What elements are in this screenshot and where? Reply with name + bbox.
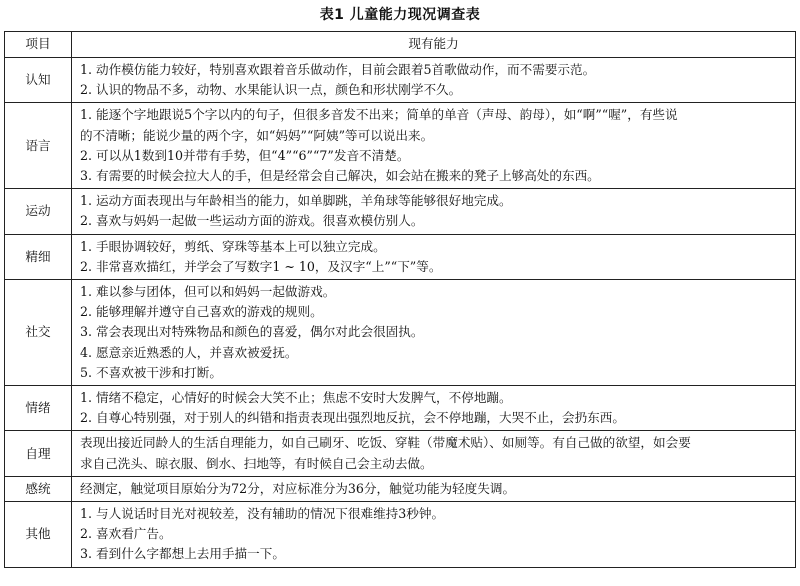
table-row xyxy=(5,189,796,234)
table-row xyxy=(5,280,796,386)
row-content xyxy=(72,502,796,568)
table-title: 表1 儿童能力现况调查表 xyxy=(319,7,481,23)
content-line: 2. 可以从1数到10并带有手势，但“4”“6”“7”发音不清楚。 xyxy=(80,147,410,163)
table-row xyxy=(5,103,796,189)
content-line: 求自己洗头、晾衣服、倒水、扫地等，有时候自己会主动去做。 xyxy=(80,455,433,471)
table-header-row xyxy=(5,32,796,58)
table-row xyxy=(5,58,796,103)
row-content xyxy=(72,234,796,279)
content-line: 1. 与人说话时目光对视较差，没有辅助的情况下很难维持3秒钟。 xyxy=(80,506,445,522)
content-line: 表现出接近同龄人的生活自理能力，如自己刷牙、吃饭、穿鞋（带魔术贴）、如厕等。有自己做的欲望，如会要 xyxy=(80,435,691,451)
table-row xyxy=(5,502,796,568)
row-category: 情绪 xyxy=(5,386,72,431)
header-ability: 现有能力 xyxy=(72,32,796,58)
row-category: 运动 xyxy=(5,189,72,234)
content-line: 1. 运动方面表现出与年龄相当的能力，如单脚跳，羊角球等能够很好地完成。 xyxy=(80,193,512,209)
row-content xyxy=(72,280,796,386)
row-category: 其他 xyxy=(5,502,72,568)
content-line: 5. 不喜欢被干涉和打断。 xyxy=(80,364,222,380)
row-content xyxy=(72,476,796,501)
content-line: 2. 喜欢与妈妈一起做一些运动方面的游戏。很喜欢模仿别人。 xyxy=(80,213,424,229)
content-line: 1. 手眼协调较好，剪纸、穿珠等基本上可以独立完成。 xyxy=(80,238,386,254)
content-line: 经测定，触觉项目原始分为72分，对应标准分为36分，触觉功能为轻度失调。 xyxy=(80,480,516,496)
row-content xyxy=(72,103,796,189)
table-row xyxy=(5,476,796,501)
content-line: 2. 非常喜欢描红，并学会了写数字1 ~ 10，及汉字“上”“下”等。 xyxy=(80,258,442,274)
row-content xyxy=(72,58,796,103)
row-content xyxy=(72,386,796,431)
content-line: 1. 难以参与团体，但可以和妈妈一起做游戏。 xyxy=(80,284,336,300)
row-content xyxy=(72,431,796,476)
table-row xyxy=(5,234,796,279)
row-category: 精细 xyxy=(5,234,72,279)
row-category: 认知 xyxy=(5,58,72,103)
content-line: 的不清晰；能说少量的两个字，如“妈妈”“阿姨”等可以说出来。 xyxy=(80,127,434,143)
header-item: 项目 xyxy=(5,32,72,58)
content-line: 2. 能够理解并遵守自己喜欢的游戏的规则。 xyxy=(80,304,323,320)
row-category: 感统 xyxy=(5,476,72,501)
ability-survey-table xyxy=(4,31,796,568)
row-content xyxy=(72,189,796,234)
content-line: 3. 常会表现出对特殊物品和颜色的喜爱，偶尔对此会很固执。 xyxy=(80,324,424,340)
table-row xyxy=(5,386,796,431)
content-line: 3. 有需要的时候会拉大人的手，但是经常会自己解决，如会站在搬来的凳子上够高处的东西。 xyxy=(80,168,600,184)
content-line: 2. 认识的物品不多，动物、水果能认识一点，颜色和形状刚学不久。 xyxy=(80,82,462,98)
content-line: 2. 自尊心特别强，对于别人的纠错和指责表现出强烈地反抗，会不停地蹦，大哭不止，会扔东西。 xyxy=(80,410,625,426)
row-category: 语言 xyxy=(5,103,72,189)
table-body xyxy=(5,58,796,568)
content-line: 3. 看到什么字都想上去用手描一下。 xyxy=(80,546,285,562)
content-line: 4. 愿意亲近熟悉的人，并喜欢被爱抚。 xyxy=(80,344,298,360)
table-row xyxy=(5,431,796,476)
content-line: 1. 动作模仿能力较好，特别喜欢跟着音乐做动作，目前会跟着5首歌做动作，而不需要示范。 xyxy=(80,62,596,77)
row-category: 社交 xyxy=(5,280,72,386)
row-category: 自理 xyxy=(5,431,72,476)
content-line: 1. 情绪不稳定，心情好的时候会大笑不止；焦虑不安时大发脾气，不停地蹦。 xyxy=(80,390,512,406)
content-line: 1. 能逐个字地跟说5个字以内的句子，但很多音发不出来；简单的单音（声母、韵母），如“啊”“喔”，有些说 xyxy=(80,107,678,123)
content-line: 2. 喜欢看广告。 xyxy=(80,526,172,542)
